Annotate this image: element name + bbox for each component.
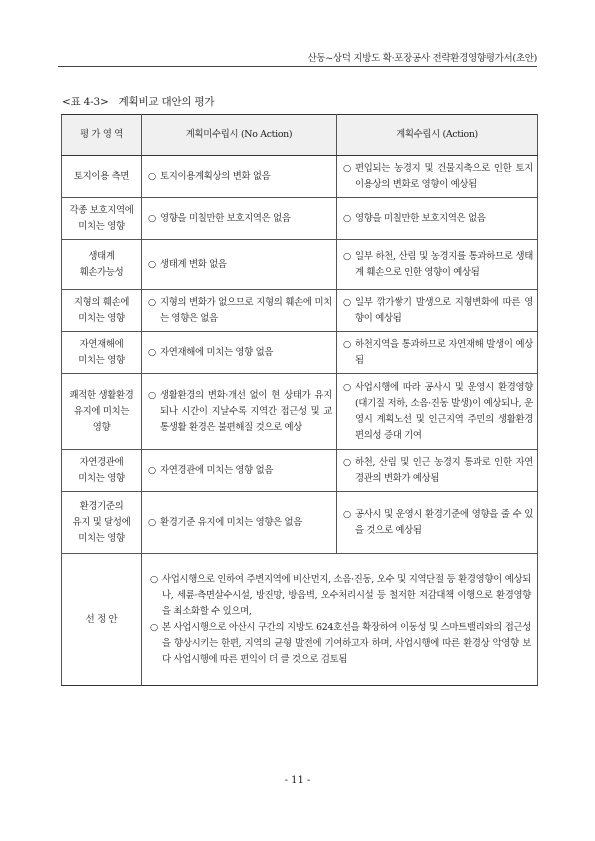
no-action-item: [148, 169, 332, 185]
no-action-cell: [142, 156, 337, 198]
evaluation-area-line: 미치는 영향: [78, 472, 125, 484]
bullet-text: 일부 깎가쌓기 발생으로 지형변화에 따른 영향이 예상됨: [355, 296, 533, 324]
bullet-text: 일부 하천, 산림 및 농경지를 통과하므로 생태계 훼손으로 인한 영향이 예상됨: [355, 250, 533, 278]
bullet-text: 사업시행으로 인하여 주변지역에 비산먼지, 소음·진동, 오수 및 지역단절 등 환경영향이 예상되나, 세륜·측면살수시설, 방진망, 방음벽, 오수처리시설 등 철저한 저감대책 이행으로 환경영향을 최소화할 수 있으며,: [162, 573, 531, 617]
no-action-cell: [142, 374, 337, 450]
action-item: [343, 507, 533, 539]
no-action-cell: [142, 332, 337, 374]
bullet-marker: ○: [148, 170, 156, 182]
bullet-text: 하천지역을 통과하므로 자연재해 발생이 예상됨: [355, 338, 533, 366]
column-header-no-action: 계획미수립시 (No Action): [142, 115, 337, 156]
evaluation-area-line: 자연경관에: [79, 456, 124, 468]
bullet-marker: ○: [148, 212, 156, 224]
final-selection-label: 선 정 안: [62, 554, 142, 686]
evaluation-area-line: 생태계: [88, 250, 115, 262]
bullet-text: 자연경관에 미치는 영향 없음: [160, 464, 274, 476]
final-selection-row: [62, 554, 538, 686]
header-divider: [58, 66, 537, 67]
final-selection-item: [150, 572, 531, 620]
action-item: [343, 211, 533, 227]
action-cell: [337, 374, 538, 450]
action-cell: [337, 290, 538, 332]
action-cell: [337, 332, 538, 374]
bullet-text: 편입되는 농경지 및 건물지축으로 인한 토지이용상의 변화로 영향이 예상됨: [355, 162, 533, 190]
evaluation-area-line: 자연재해에: [79, 338, 124, 350]
bullet-marker: ○: [343, 456, 351, 468]
no-action-item: [148, 463, 332, 479]
bullet-marker: ○: [148, 464, 156, 476]
bullet-marker: ○: [343, 250, 351, 262]
action-item: [343, 455, 533, 487]
evaluation-area-line: 지형의 훼손에: [73, 296, 130, 308]
evaluation-area-line: 미치는 영향: [78, 354, 125, 366]
final-selection-item: [150, 620, 531, 668]
bullet-text: 하천, 산림 및 인근 농경지 통과로 인한 자연경관의 변화가 예상됨: [355, 456, 533, 484]
final-selection-content: [142, 554, 538, 686]
bullet-text: 지형의 변화가 없으므로 지형의 훼손에 미치는 영향은 없음: [160, 296, 332, 324]
evaluation-area-line: 쾌적한 생활환경: [69, 389, 134, 401]
bullet-marker: ○: [148, 296, 156, 308]
no-action-item: [148, 515, 332, 531]
page-number: - 11 -: [284, 775, 311, 786]
document-header-title: 산동~상덕 지방도 확·포장공사 전략환경영향평가서(초안): [307, 53, 537, 64]
evaluation-area-cell: [62, 156, 142, 198]
column-header-evaluation-area: 평 가 영 역: [62, 115, 142, 156]
evaluation-table: [61, 114, 538, 686]
evaluation-area-line: 토지이용 측면: [73, 170, 130, 182]
action-item: [343, 380, 533, 444]
table-row: [62, 450, 538, 492]
bullet-text: 생태계 변화 없음: [160, 258, 227, 270]
bullet-text: 본 사업시행으로 아산시 구간의 지방도 624호선을 확장하여 이동성 및 스마트밸리와의 접근성을 향상시키는 한편, 지역의 균형 발전에 기여하고자 하며, 사업시행에 따른 환경상 악영향 보다 사업시행에 따른 편익이 더 클 것으로 검토됨: [162, 621, 531, 665]
bullet-text: 자연재해에 미치는 영향 없음: [160, 346, 274, 358]
table-row: [62, 240, 538, 290]
bullet-marker: ○: [343, 338, 351, 350]
table-row: [62, 290, 538, 332]
evaluation-area-line: 미치는 영향: [78, 220, 125, 232]
evaluation-area-line: 미치는 영향: [78, 532, 125, 544]
no-action-item: [148, 345, 332, 361]
column-header-action: 계획수립시 (Action): [337, 115, 538, 156]
action-cell: [337, 450, 538, 492]
bullet-marker: ○: [148, 346, 156, 358]
table-header-row: [62, 115, 538, 156]
evaluation-area-line: 훼손가능성: [79, 266, 124, 278]
evaluation-area-cell: [62, 198, 142, 240]
bullet-marker: ○: [148, 516, 156, 528]
bullet-marker: ○: [343, 162, 351, 174]
table-row: [62, 332, 538, 374]
action-cell: [337, 198, 538, 240]
bullet-marker: ○: [343, 212, 351, 224]
evaluation-area-line: 미치는 영향: [78, 312, 125, 324]
bullet-marker: ○: [148, 258, 156, 270]
bullet-marker: ○: [343, 296, 351, 308]
bullet-text: 영향을 미칠만한 보호지역은 없음: [160, 212, 291, 224]
no-action-item: [148, 257, 332, 273]
evaluation-area-line: 유지 및 달성에: [72, 516, 131, 528]
no-action-cell: [142, 450, 337, 492]
action-item: [343, 161, 533, 193]
no-action-item: [148, 295, 332, 327]
bullet-marker: ○: [148, 389, 156, 401]
bullet-marker: ○: [343, 381, 351, 393]
action-item: [343, 337, 533, 369]
bullet-text: 환경기준 유지에 미치는 영향은 없음: [160, 516, 303, 528]
evaluation-area-line: 각종 보호지역에: [69, 204, 134, 216]
bullet-text: 생활환경의 변화·개선 없이 현 상태가 유지되나 시간이 지날수록 지역간 접근성 및 교통생활 환경은 불편해질 것으로 예상: [160, 389, 332, 433]
evaluation-area-cell: [62, 332, 142, 374]
bullet-marker: ○: [150, 621, 158, 633]
evaluation-area-cell: [62, 492, 142, 554]
bullet-text: 영향을 미칠만한 보호지역은 없음: [355, 212, 486, 224]
action-item: [343, 295, 533, 327]
evaluation-area-cell: [62, 450, 142, 492]
bullet-text: 공사시 및 운영시 환경기준에 영향을 줄 수 있을 것으로 예상됨: [355, 508, 533, 536]
action-cell: [337, 240, 538, 290]
no-action-cell: [142, 492, 337, 554]
table-row: [62, 198, 538, 240]
no-action-item: [148, 211, 332, 227]
no-action-cell: [142, 240, 337, 290]
table-caption-label: <표 4-3>: [62, 96, 109, 108]
table-row: [62, 156, 538, 198]
bullet-text: 사업시행에 따라 공사시 및 운영시 환경영향(대기질 저하, 소음·진동 발생)이 예상되나, 운영시 계획노선 및 인근지역 주민의 생활환경 편의성 증대 기여: [355, 381, 533, 441]
table-caption-title: 계획비교 대안의 평가: [118, 96, 215, 108]
no-action-cell: [142, 290, 337, 332]
evaluation-area-line: 영향: [92, 421, 111, 433]
table-caption: [62, 94, 214, 109]
bullet-marker: ○: [150, 573, 158, 585]
evaluation-area-line: 환경기준의: [79, 500, 124, 512]
no-action-item: [148, 388, 332, 436]
bullet-marker: ○: [343, 508, 351, 520]
evaluation-area-cell: [62, 240, 142, 290]
action-item: [343, 249, 533, 281]
evaluation-area-cell: [62, 290, 142, 332]
no-action-cell: [142, 198, 337, 240]
evaluation-area-line: 유지에 미치는: [73, 405, 130, 417]
table-row: [62, 374, 538, 450]
action-cell: [337, 156, 538, 198]
evaluation-area-cell: [62, 374, 142, 450]
action-cell: [337, 492, 538, 554]
bullet-text: 토지이용계획상의 변화 없음: [160, 170, 271, 182]
table-row: [62, 492, 538, 554]
